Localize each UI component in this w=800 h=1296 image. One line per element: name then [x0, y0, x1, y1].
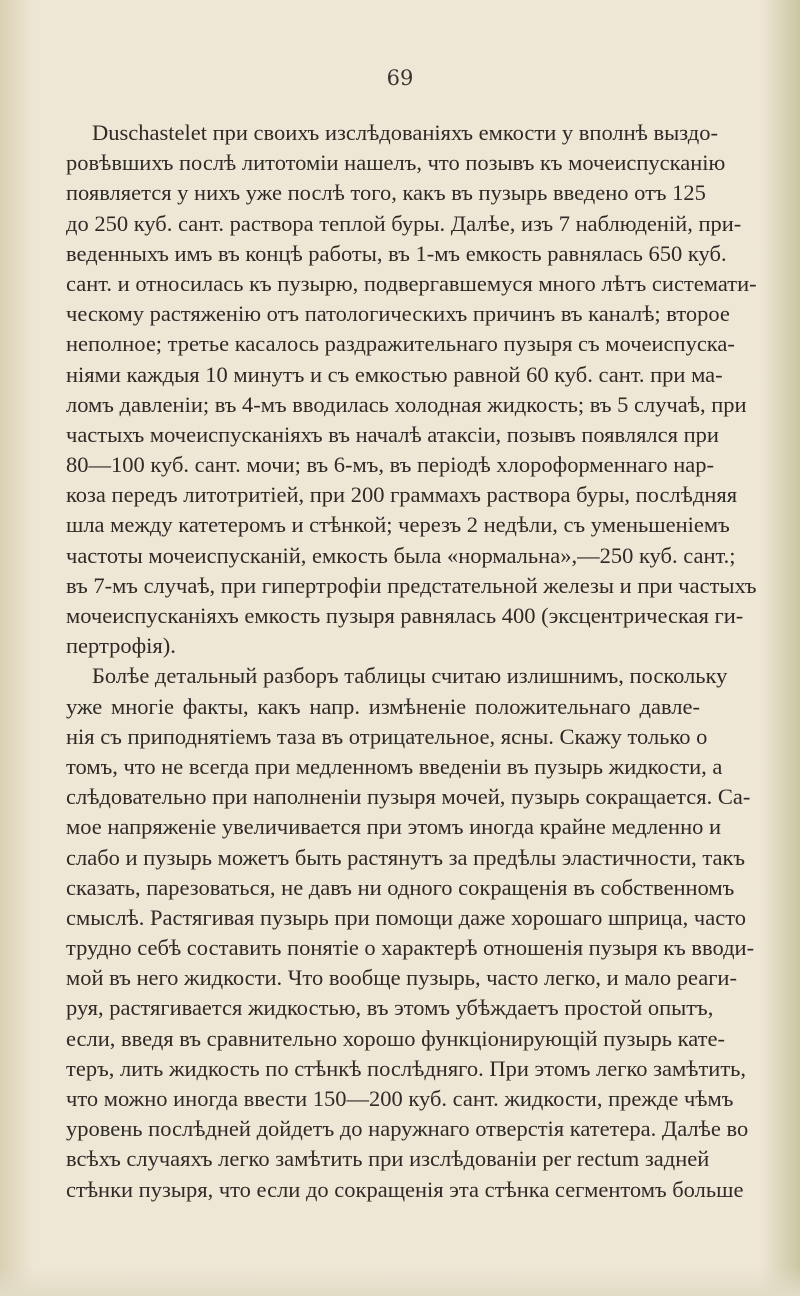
text-line: неполное; третье касалось раздражительнаго пузыря съ мочеиспуска-	[66, 331, 735, 357]
text-line: ческому растяженію отъ патологическихъ причинъ въ каналѣ; второе	[66, 301, 730, 327]
text-line: шла между катетеромъ и стѣнкой; черезъ 2 недѣли, съ уменьшеніемъ	[66, 512, 730, 538]
page-number: 69	[386, 66, 414, 90]
text-line: до 250 куб. сант. раствора теплой буры. Далѣе, изъ 7 наблюденій, при-	[66, 210, 742, 236]
text-line: 80—100 куб. сант. мочи; въ 6-мъ, въ періодѣ хлороформеннаго нар-	[66, 452, 714, 478]
text-line: въ 7-мъ случаѣ, при гипертрофіи предстательной железы и при частыхъ	[66, 572, 757, 598]
text-line: частоты мочеиспусканій, емкость была «нормальна»,—250 куб. сант.;	[66, 542, 736, 568]
text-line: пертрофія).	[66, 633, 176, 659]
text-line: уже многіе факты, какъ напр. измѣненіе положительнаго давле-	[66, 693, 700, 719]
text-line: мой въ него жидкости. Что вообще пузырь, часто легко, и мало реаги-	[66, 965, 737, 991]
text-line: сказать, парезоваться, не давъ ни одного сокращенія въ собственномъ	[66, 874, 735, 900]
page-edge-shadow-right	[760, 0, 800, 1296]
text-line: сант. и относилась къ пузырю, подвергавшемуся много лѣтъ системати-	[66, 270, 757, 296]
text-line: стѣнки пузыря, что если до сокращенія эта стѣнка сегментомъ больше	[66, 1176, 744, 1202]
text-line: уровень послѣдней дойдетъ до наружнаго отверстія катетера. Далѣе во	[66, 1116, 749, 1142]
page-edge-shadow-bottom	[0, 1266, 800, 1296]
text-line: руя, растягивается жидкостью, въ этомъ убѣждаетъ простой опытъ,	[66, 995, 714, 1021]
text-line: томъ, что не всегда при медленномъ введеніи въ пузырь жидкости, а	[66, 753, 723, 779]
text-line: слѣдовательно при наполненіи пузыря мочей, пузырь сокращается. Са-	[66, 784, 751, 810]
text-line: мочеиспусканіяхъ емкость пузыря равнялась 400 (эксцентрическая ги-	[66, 603, 744, 628]
text-line: веденныхъ имъ въ концѣ работы, въ 1-мъ емкость равнялась 650 куб.	[66, 240, 727, 266]
text-line: коза передъ литотритіей, при 200 граммахъ раствора буры, послѣдняя	[66, 482, 738, 508]
text-line: если, введя въ сравнительно хорошо функціонирующій пузырь кате-	[66, 1025, 725, 1051]
text-line: смыслѣ. Растягивая пузырь при помощи даже хорошаго шприца, часто	[66, 904, 746, 930]
body-text	[66, 118, 757, 1205]
text-line: что можно иногда ввести 150—200 куб. сант. жидкости, прежде чѣмъ	[66, 1086, 734, 1111]
text-line: ніями каждыя 10 минутъ и съ емкостью равной 60 куб. сант. при ма-	[66, 361, 723, 387]
text-line: появляется у нихъ уже послѣ того, какъ въ пузырь введено отъ 125	[66, 180, 706, 206]
text-line: трудно себѣ составить понятіе о характерѣ отношенія пузыря къ вводи-	[66, 935, 755, 961]
text-line: частыхъ мочеиспусканіяхъ въ началѣ атаксіи, позывъ появлялся при	[66, 421, 719, 447]
text-line: Болѣе детальный разборъ таблицы считаю излишнимъ, поскольку	[92, 663, 728, 689]
text-line: слабо и пузырь можетъ быть растянутъ за предѣлы эластичности, такъ	[66, 844, 746, 870]
text-line: ломъ давленіи; въ 4-мъ вводилась холодная жидкость; въ 5 случаѣ, при	[66, 391, 747, 417]
text-line: ровѣвшихъ послѣ литотоміи нашелъ, что позывъ къ мочеиспусканію	[66, 150, 726, 176]
text-line: мое напряженіе увеличивается при этомъ иногда крайне медленно и	[66, 814, 722, 840]
page-edge-shadow-left	[0, 0, 34, 1296]
text-line: всѣхъ случаяхъ легко замѣтить при изслѣдованіи per rectum задней	[66, 1146, 710, 1172]
text-line: нія съ приподнятіемъ таза въ отрицательное, ясны. Скажу только о	[66, 723, 708, 749]
text-line: Duschastelet при своихъ изслѣдованіяхъ емкости у вполнѣ выздо-	[92, 120, 718, 145]
text-line: теръ, лить жидкость по стѣнкѣ послѣдняго. При этомъ легко замѣтить,	[66, 1055, 747, 1081]
